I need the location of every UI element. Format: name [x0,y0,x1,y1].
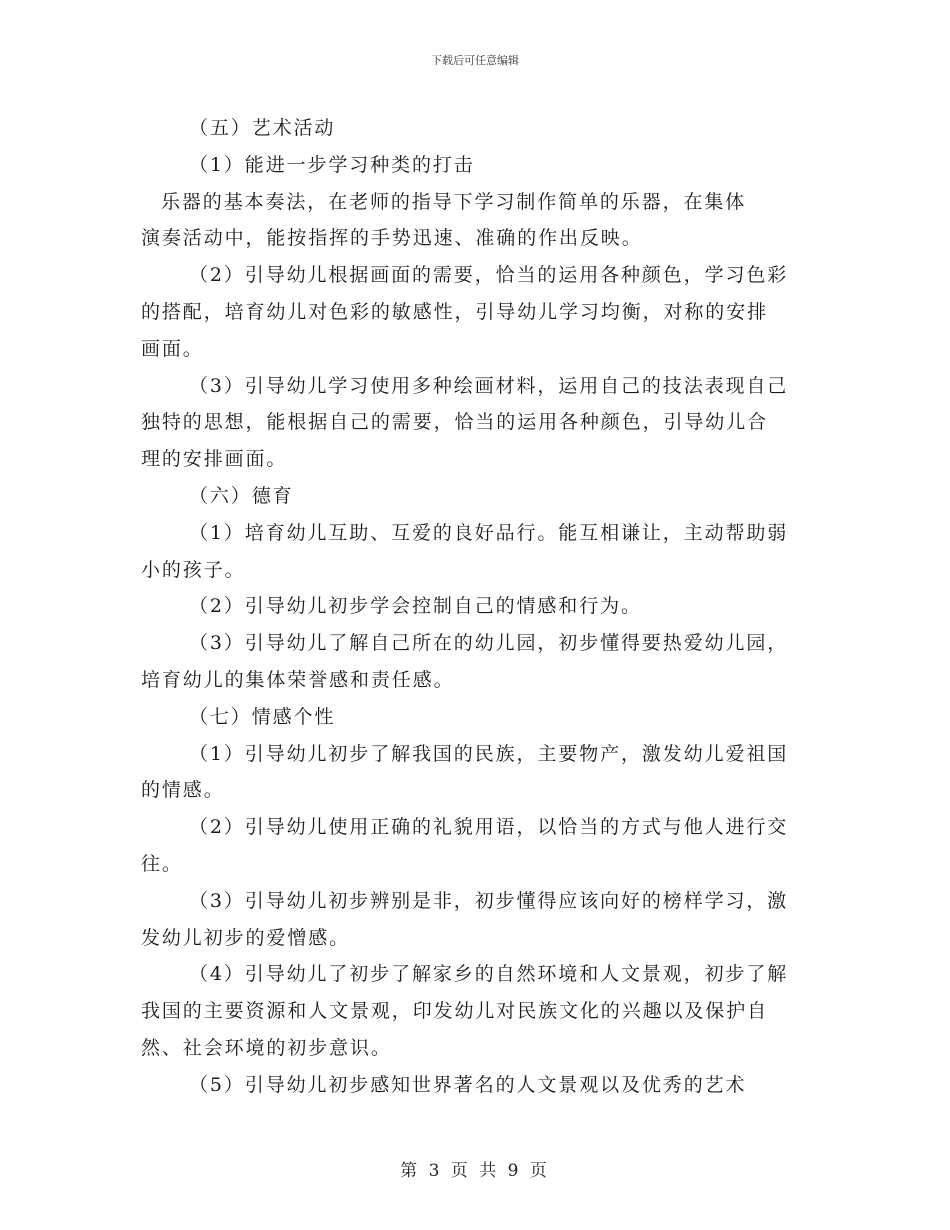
text-line: 我国的主要资源和人文景观，印发幼儿对民族文化的兴趣以及保护自 [141,1000,769,1023]
text-line: （六）德育 [189,484,294,507]
text-line: 理的安排画面。 [141,448,288,471]
text-line: （5）引导幼儿初步感知世界著名的人文景观以及优秀的艺术 [189,1073,747,1096]
text-line: （4）引导幼儿了初步了解家乡的自然环境和人文景观，初步了解 [189,963,789,986]
page-number: 第 3 页 共 9 页 [400,1161,550,1181]
text-line: 独特的思想，能根据自己的需要，恰当的运用各种颜色，引导幼儿合 [141,411,769,434]
text-line: （3）引导幼儿初步辨别是非，初步懂得应该向好的榜样学习，激 [189,889,789,912]
text-line: 演奏活动中，能按指挥的手势迅速、准确的作出反映。 [141,227,643,250]
document-body [141,110,811,1104]
text-line: （1）引导幼儿初步了解我国的民族，主要物产，激发幼儿爱祖国 [189,742,789,765]
page-header: 下载后可任意编辑 [431,54,519,67]
text-line: （3）引导幼儿了解自己所在的幼儿园，初步懂得要热爱幼儿园， [189,632,789,655]
text-line: 小的孩子。 [141,558,246,581]
text-line: （2）引导幼儿根据画面的需要，恰当的运用各种颜色，学习色彩 [189,264,789,287]
text-line: 然、社会环境的初步意识。 [141,1036,392,1059]
text-line: 的搭配，培育幼儿对色彩的敏感性，引导幼儿学习均衡，对称的安排 [141,300,769,323]
text-line: （3）引导幼儿学习使用多种绘画材料，运用自己的技法表现自己 [189,374,789,397]
text-line: 的情感。 [141,779,225,802]
text-line: 往。 [141,852,183,875]
text-line: （1）能进一步学习种类的打击 [189,153,475,176]
text-line: 培育幼儿的集体荣誉感和责任感。 [141,668,455,691]
text-line: （五）艺术活动 [189,117,336,139]
text-line: 画面。 [141,337,204,360]
text-line: （2）引导幼儿使用正确的礼貌用语，以恰当的方式与他人进行交 [189,816,789,839]
text-line: （2）引导幼儿初步学会控制自己的情感和行为。 [189,595,642,618]
text-line: （七）情感个性 [189,705,336,728]
text-line: 乐器的基本奏法，在老师的指导下学习制作简单的乐器，在集体 [161,190,747,213]
text-line: （1）培育幼儿互助、互爱的良好品行。能互相谦让，主动帮助弱 [189,521,789,544]
text-line: 发幼儿初步的爱憎感。 [141,926,351,949]
